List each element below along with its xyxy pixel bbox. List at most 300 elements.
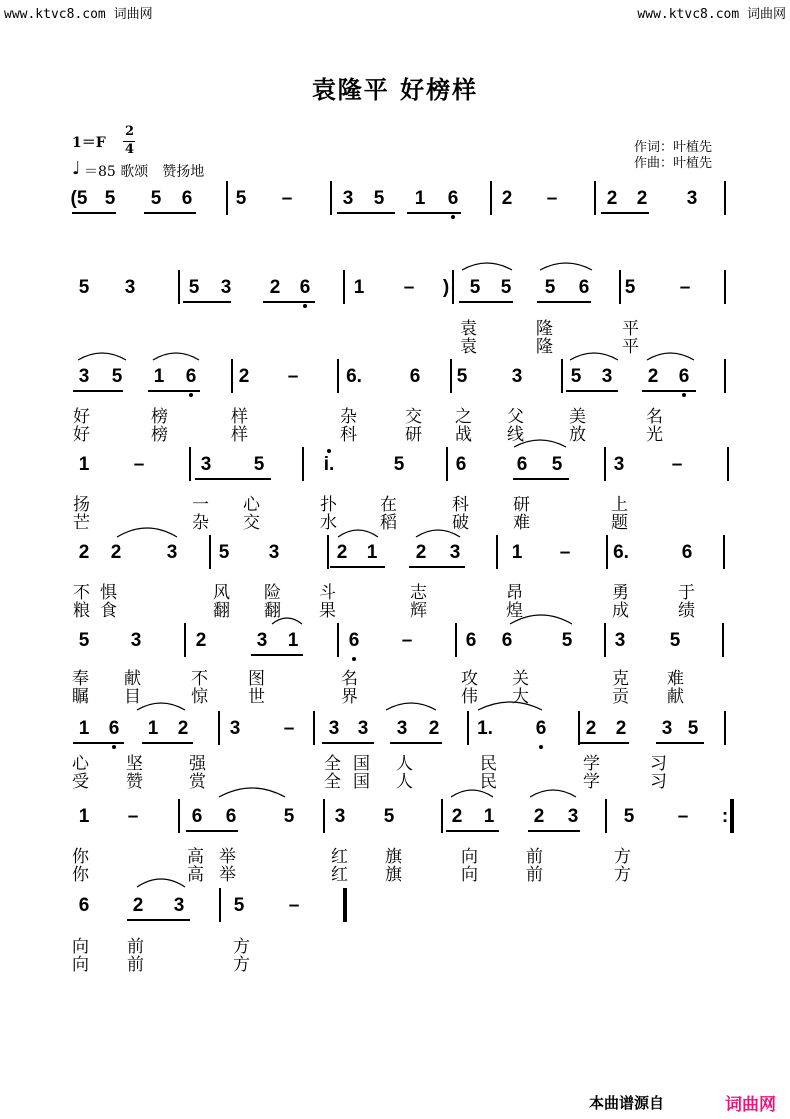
note: 3	[567, 806, 579, 827]
lyric-syllable: 旗	[385, 847, 402, 867]
beam-underline	[322, 742, 374, 744]
barline	[561, 359, 563, 393]
beam-underline	[73, 390, 123, 392]
barline	[327, 535, 329, 569]
lyric-syllable: 志	[410, 583, 427, 603]
note: 5	[383, 806, 395, 827]
note: 2	[336, 542, 348, 563]
lyric-syllable: 前	[127, 955, 144, 975]
note: 6	[455, 454, 467, 475]
lyric-syllable: 贡	[612, 687, 629, 707]
lyric-syllable: 高	[187, 865, 204, 885]
note: 6	[225, 806, 237, 827]
lyric-syllable: 赞	[126, 772, 143, 792]
lyric-line-verse-2	[0, 950, 790, 975]
lyric-syllable: 献	[667, 687, 684, 707]
notation-row	[0, 542, 790, 566]
lyric-syllable: 题	[611, 513, 628, 533]
note: 3	[661, 718, 673, 739]
lyric-syllable: 研	[513, 495, 530, 515]
note: 6	[191, 806, 203, 827]
note: 2	[238, 366, 250, 387]
note: 6	[578, 277, 590, 298]
note: –	[127, 806, 139, 827]
lyric-syllable: 交	[405, 407, 422, 427]
lyric-line-verse-1	[0, 749, 790, 774]
lyric-syllable: 习	[650, 754, 667, 774]
lyric-syllable: 前	[127, 937, 144, 957]
note: 1	[78, 806, 90, 827]
lyric-syllable: 杂	[340, 407, 357, 427]
lyric-line-verse-2	[0, 508, 790, 533]
note: 3	[614, 630, 626, 651]
tempo-marking: ＝85 歌颂 赞扬地	[84, 164, 205, 180]
barline	[178, 270, 180, 304]
lyric-syllable: 目	[124, 687, 141, 707]
barline	[219, 888, 221, 922]
note: 5	[570, 366, 582, 387]
lyric-syllable: 平	[622, 337, 639, 357]
lyric-syllable: 战	[455, 425, 472, 445]
notation-row	[0, 806, 790, 830]
lyric-syllable: 线	[507, 425, 524, 445]
lyric-syllable: 举	[219, 865, 236, 885]
beam-underline	[337, 212, 395, 214]
time-signature-bottom: 4	[125, 142, 135, 157]
beam-underline	[127, 919, 190, 921]
note: 1.	[477, 718, 493, 739]
note: 6	[532, 718, 550, 740]
lyric-syllable: 翻	[264, 601, 281, 621]
lyric-syllable: 绩	[678, 601, 695, 621]
notation-row	[0, 718, 790, 742]
barline	[724, 711, 726, 745]
lyric-syllable: 奉	[72, 669, 89, 689]
note: 5	[104, 188, 116, 209]
lyric-syllable: 稻	[380, 513, 397, 533]
lyric-syllable: 成	[612, 601, 629, 621]
note: :	[721, 806, 729, 827]
note: )	[442, 277, 450, 298]
beam-underline	[601, 212, 649, 214]
lyric-syllable: 强	[189, 754, 206, 774]
note: 1	[147, 718, 159, 739]
lyric-line-verse-2	[0, 332, 790, 357]
barline	[450, 359, 452, 393]
note: –	[401, 630, 413, 651]
lyric-syllable: 难	[667, 669, 684, 689]
lyric-syllable: 美	[569, 407, 586, 427]
lyric-syllable: 翻	[213, 601, 230, 621]
beam-underline	[513, 478, 569, 480]
note: 1	[366, 542, 378, 563]
lyric-syllable: 向	[461, 847, 478, 867]
lyric-syllable: 图	[248, 669, 265, 689]
barline	[727, 447, 729, 481]
lyric-syllable: 高	[187, 847, 204, 867]
barline	[723, 535, 725, 569]
lyric-syllable: 样	[231, 425, 248, 445]
lyric-syllable: 民	[480, 772, 497, 792]
note: 5	[188, 277, 200, 298]
barline	[302, 447, 304, 481]
note: 3	[220, 277, 232, 298]
note: 1	[153, 366, 165, 387]
barline	[343, 270, 345, 304]
lyric-syllable: 攻	[461, 669, 478, 689]
beam-underline	[459, 301, 513, 303]
note: 6	[78, 895, 90, 916]
note: 2	[177, 718, 189, 739]
lyric-syllable: 难	[513, 513, 530, 533]
note: 6	[501, 630, 513, 651]
note: 6	[444, 188, 462, 210]
lyric-syllable: 粮	[73, 601, 90, 621]
note: –	[559, 542, 571, 563]
lyric-line-verse-1	[0, 314, 790, 339]
watermark-right[interactable]: www.ktvc8.com 词曲网	[637, 7, 786, 22]
note: 6	[345, 630, 363, 652]
lyric-line-verse-1	[0, 402, 790, 427]
note: i.	[320, 454, 338, 476]
note: 3	[357, 718, 369, 739]
lyric-syllable: 之	[455, 407, 472, 427]
note: 5	[551, 454, 563, 475]
note: 5	[235, 188, 247, 209]
lyric-syllable: 前	[526, 847, 543, 867]
notation-row	[0, 188, 790, 212]
beam-underline	[195, 478, 271, 480]
lyric-syllable: 全	[324, 772, 341, 792]
note: 2	[585, 718, 597, 739]
lyric-syllable: 勇	[612, 583, 629, 603]
note: 3	[328, 718, 340, 739]
notation-row	[0, 277, 790, 301]
note: 6	[465, 630, 477, 651]
lyric-syllable: 方	[233, 937, 250, 957]
note: 3	[166, 542, 178, 563]
note: 5	[456, 366, 468, 387]
barline	[218, 711, 220, 745]
lyric-syllable: 科	[340, 425, 357, 445]
watermark-left[interactable]: www.ktvc8.com 词曲网	[4, 7, 153, 22]
note: 6	[409, 366, 421, 387]
barline	[490, 181, 492, 215]
lyric-syllable: 果	[319, 601, 336, 621]
note: 3	[342, 188, 354, 209]
lyric-syllable: 人	[396, 754, 413, 774]
beam-underline	[409, 566, 465, 568]
barline	[496, 535, 498, 569]
lyric-syllable: 研	[405, 425, 422, 445]
lyric-syllable: 赏	[189, 772, 206, 792]
lyric-syllable: 你	[72, 865, 89, 885]
note: 1	[353, 277, 365, 298]
note: –	[546, 188, 558, 209]
lyric-syllable: 好	[73, 425, 90, 445]
composer-credit: 作曲：叶植先	[634, 156, 713, 171]
note: 6	[296, 277, 314, 299]
lyric-syllable: 心	[243, 495, 260, 515]
lyric-syllable: 坚	[126, 754, 143, 774]
lyric-syllable: 受	[72, 772, 89, 792]
barline	[606, 535, 608, 569]
beam-underline	[446, 830, 499, 832]
lyric-syllable: 瞩	[72, 687, 89, 707]
lyric-syllable: 惊	[191, 687, 208, 707]
lyric-syllable: 不	[191, 669, 208, 689]
note: 3	[200, 454, 212, 475]
note: 3	[268, 542, 280, 563]
barline	[452, 270, 454, 304]
note: 5	[78, 277, 90, 298]
note: 5	[561, 630, 573, 651]
note: 5	[544, 277, 556, 298]
lyric-syllable: 水	[320, 513, 337, 533]
note: 5	[469, 277, 481, 298]
lyric-syllable: 交	[243, 513, 260, 533]
lyric-syllable: 国	[353, 772, 370, 792]
note: 2	[533, 806, 545, 827]
beam-underline	[72, 212, 116, 214]
lyric-syllable: 杂	[192, 513, 209, 533]
note: 5	[623, 806, 635, 827]
lyric-syllable: 险	[264, 583, 281, 603]
barline	[313, 711, 315, 745]
lyric-syllable: 袁	[460, 337, 477, 357]
lyric-line-verse-1	[0, 932, 790, 957]
lyric-syllable: 昂	[506, 583, 523, 603]
note: 6	[181, 188, 193, 209]
note: 3	[229, 718, 241, 739]
note: 5	[669, 630, 681, 651]
lyric-syllable: 于	[678, 583, 695, 603]
lyric-syllable: 斗	[319, 583, 336, 603]
barline	[231, 359, 233, 393]
lyric-syllable: 上	[611, 495, 628, 515]
barline	[724, 270, 726, 304]
lyric-syllable: 扬	[73, 495, 90, 515]
barline	[605, 799, 607, 833]
barline	[604, 623, 606, 657]
barline	[337, 623, 339, 657]
lyric-syllable: 好	[73, 407, 90, 427]
lyric-syllable: 隆	[536, 319, 553, 339]
barline	[441, 799, 443, 833]
lyricist-credit: 作词：叶植先	[634, 140, 713, 155]
lyric-syllable: 方	[614, 865, 631, 885]
note: –	[671, 454, 683, 475]
lyric-syllable: 献	[124, 669, 141, 689]
barline	[337, 359, 339, 393]
beam-underline	[537, 301, 591, 303]
note: 6.	[346, 366, 362, 387]
lyric-syllable: 红	[331, 865, 348, 885]
note: –	[133, 454, 145, 475]
note: 3	[334, 806, 346, 827]
lyric-syllable: 父	[507, 407, 524, 427]
footer-source-label: 本曲谱源自	[588, 1094, 664, 1112]
lyric-syllable: 民	[480, 754, 497, 774]
lyric-syllable: 榜	[151, 407, 168, 427]
note: 3	[449, 542, 461, 563]
lyric-syllable: 不	[73, 583, 90, 603]
note: –	[288, 895, 300, 916]
barline	[455, 623, 457, 657]
note: (5	[70, 188, 88, 209]
barline	[594, 181, 596, 215]
lyric-syllable: 放	[569, 425, 586, 445]
note: 5	[78, 630, 90, 651]
lyric-syllable: 举	[219, 847, 236, 867]
beam-underline	[566, 390, 618, 392]
lyric-syllable: 心	[72, 754, 89, 774]
notation-row	[0, 895, 790, 919]
lyric-syllable: 前	[526, 865, 543, 885]
lyric-syllable: 样	[231, 407, 248, 427]
note: 5	[111, 366, 123, 387]
lyric-syllable: 名	[646, 407, 663, 427]
note: 2	[78, 542, 90, 563]
beam-underline	[642, 390, 696, 392]
note: –	[679, 277, 691, 298]
key-signature: 1＝F	[72, 135, 106, 151]
lyric-syllable: 隆	[536, 337, 553, 357]
note: 2	[269, 277, 281, 298]
note: 6	[675, 366, 693, 388]
lyric-syllable: 芒	[73, 513, 90, 533]
lyric-syllable: 向	[461, 865, 478, 885]
note: 1	[483, 806, 495, 827]
lyric-syllable: 一	[192, 495, 209, 515]
note: 3	[124, 277, 136, 298]
note: 6	[681, 542, 693, 563]
beam-underline	[251, 654, 303, 656]
beam-underline	[183, 301, 231, 303]
note: 3	[173, 895, 185, 916]
note: –	[283, 718, 295, 739]
barline	[578, 711, 580, 745]
note: 3	[601, 366, 613, 387]
beam-underline	[186, 830, 238, 832]
note: 2	[110, 542, 122, 563]
beam-underline	[330, 566, 385, 568]
beam-underline	[148, 390, 200, 392]
final-barline	[730, 799, 734, 833]
note: 3	[686, 188, 698, 209]
lyric-line-verse-2	[0, 860, 790, 885]
beam-underline	[407, 212, 461, 214]
lyric-line-verse-2	[0, 420, 790, 445]
lyric-syllable: 全	[324, 754, 341, 774]
lyric-syllable: 旗	[385, 865, 402, 885]
lyric-syllable: 风	[213, 583, 230, 603]
note: 2	[428, 718, 440, 739]
lyric-syllable: 食	[100, 601, 117, 621]
lyric-line-verse-2	[0, 682, 790, 707]
note: 5	[253, 454, 265, 475]
lyric-syllable: 煌	[506, 601, 523, 621]
note: 6	[105, 718, 123, 740]
note: 5	[218, 542, 230, 563]
lyric-syllable: 名	[341, 669, 358, 689]
lyric-syllable: 光	[646, 425, 663, 445]
lyric-syllable: 红	[331, 847, 348, 867]
lyric-syllable: 学	[583, 754, 600, 774]
barline	[724, 181, 726, 215]
note: 5	[624, 277, 636, 298]
lyric-line-verse-2	[0, 596, 790, 621]
lyric-syllable: 向	[72, 937, 89, 957]
lyric-syllable: 方	[614, 847, 631, 867]
lyric-syllable: 向	[72, 955, 89, 975]
barline	[722, 623, 724, 657]
lyric-syllable: 界	[341, 687, 358, 707]
lyric-syllable: 袁	[460, 319, 477, 339]
lyric-syllable: 榜	[151, 425, 168, 445]
note: 1	[414, 188, 426, 209]
note: 5	[687, 718, 699, 739]
barline	[446, 447, 448, 481]
note: –	[287, 366, 299, 387]
lyric-line-verse-1	[0, 490, 790, 515]
note: 6.	[613, 542, 629, 563]
lyric-line-verse-2	[0, 767, 790, 792]
note: 5	[233, 895, 245, 916]
beam-underline	[73, 742, 124, 744]
barline	[467, 711, 469, 745]
note: 5	[373, 188, 385, 209]
note: 3	[396, 718, 408, 739]
lyric-syllable: 习	[650, 772, 667, 792]
notation-row	[0, 454, 790, 478]
note: 3	[511, 366, 523, 387]
note: –	[403, 277, 415, 298]
barline	[724, 359, 726, 393]
barline	[330, 181, 332, 215]
lyric-syllable: 在	[380, 495, 397, 515]
note: 3	[130, 630, 142, 651]
note: 1	[78, 718, 90, 739]
lyric-syllable: 克	[612, 669, 629, 689]
beam-underline	[656, 742, 704, 744]
barline	[178, 799, 180, 833]
lyric-line-verse-1	[0, 842, 790, 867]
lyric-line-verse-1	[0, 664, 790, 689]
note: 5	[283, 806, 295, 827]
note: 1	[511, 542, 523, 563]
beam-underline	[142, 742, 193, 744]
lyric-syllable: 科	[452, 495, 469, 515]
beam-underline	[528, 830, 580, 832]
lyric-syllable: 大	[512, 687, 529, 707]
lyric-syllable: 扑	[320, 495, 337, 515]
note: 2	[195, 630, 207, 651]
lyric-syllable: 人	[396, 772, 413, 792]
lyric-syllable: 你	[72, 847, 89, 867]
lyric-syllable: 方	[233, 955, 250, 975]
final-barline	[343, 888, 347, 922]
barline	[619, 270, 621, 304]
note: 3	[78, 366, 90, 387]
footer-brand-link[interactable]: 词曲网	[725, 1095, 776, 1115]
note: 2	[132, 895, 144, 916]
lyric-syllable: 惧	[100, 583, 117, 603]
time-signature-top: 2	[125, 124, 135, 139]
note: –	[677, 806, 689, 827]
beam-underline	[390, 742, 442, 744]
note: 3	[256, 630, 268, 651]
